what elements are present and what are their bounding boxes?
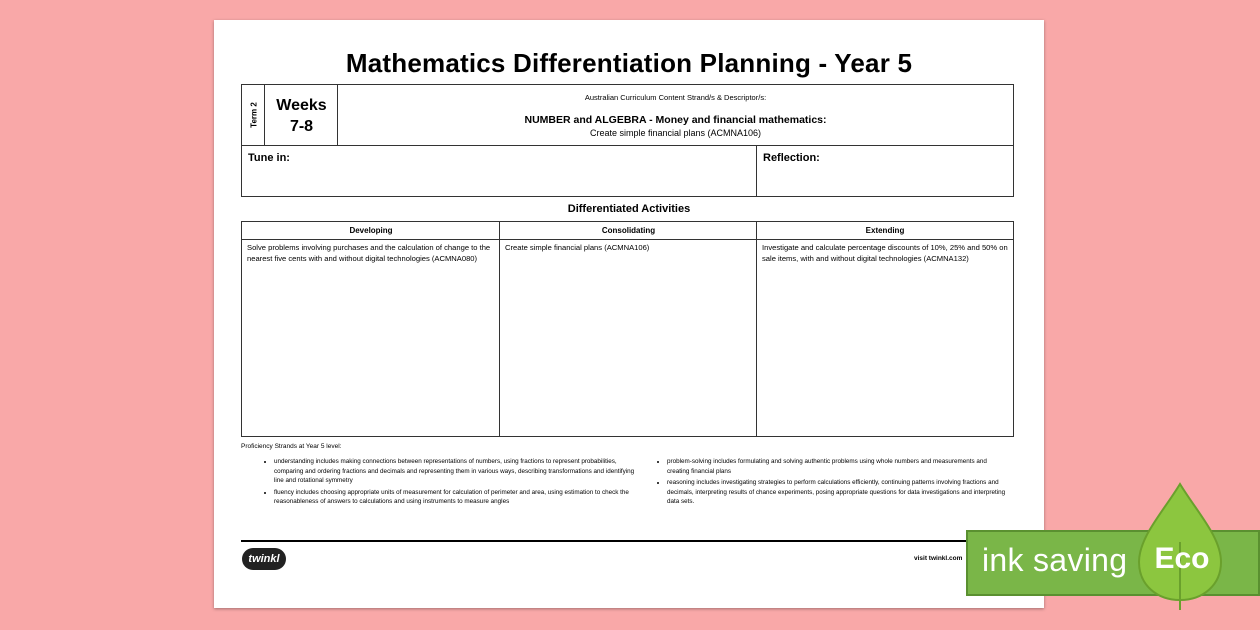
proficiency-list-right xyxy=(655,457,1007,509)
tune-in-label: Tune in: xyxy=(248,152,290,164)
proficiency-list-left xyxy=(262,457,636,509)
footer-divider xyxy=(241,540,1014,542)
differentiated-title: Differentiated Activities xyxy=(567,203,691,215)
page-title: Mathematics Differentiation Planning - Year 5 xyxy=(345,48,913,78)
list-item: • problem-solving includes formulating and solving authentic problems using whole numbers and measurements and creating financial plans xyxy=(667,457,1007,476)
column-header-extending: Extending xyxy=(756,221,1014,240)
column-body-extending: Investigate and calculate percentage discounts of 10%, 25% and 50% on sale items, with and without digital technologies (ACMNA132) xyxy=(756,239,1014,437)
tune-in-box xyxy=(241,146,757,197)
column-header-consolidating: Consolidating xyxy=(499,221,757,240)
curriculum-cell xyxy=(337,84,1014,146)
weeks-cell xyxy=(264,84,338,146)
column-body-consolidating: Create simple financial plans (ACMNA106) xyxy=(499,239,757,437)
ink-saving-label: ink saving xyxy=(982,542,1128,578)
weeks-label: Weeks xyxy=(276,97,327,114)
curriculum-strand: NUMBER and ALGEBRA - Money and financial mathematics: xyxy=(524,114,827,126)
reflection-label: Reflection: xyxy=(763,152,820,164)
twinkl-logo: twinkl xyxy=(242,548,286,570)
curriculum-heading: Australian Curriculum Content Strand/s & Descriptor/s: xyxy=(584,93,767,102)
list-item: • understanding includes making connections between representations of numbers, using fractions to represent probabilities, comparing and ordering fractions and decimals and representing them in various ways, describing transformations and identifying line and rotational symmetry xyxy=(274,457,636,486)
term-cell xyxy=(241,84,265,146)
curriculum-descriptor: Create simple financial plans (ACMNA106) xyxy=(589,128,762,138)
list-item: • fluency includes choosing appropriate units of measurement for calculation of perimeter and area, using estimation to check the reasonableness of answers to calculations and using instruments to measure angles xyxy=(274,488,636,507)
column-body-developing: Solve problems involving purchases and the calculation of change to the nearest five cents with and without digital technologies (ACMNA080) xyxy=(241,239,500,437)
term-label: Term 2 xyxy=(249,102,258,128)
list-item: • reasoning includes investigating strategies to perform calculations efficiently, continuing patterns involving fractions and decimals, interpreting results of chance experiments, posing appropriate questions for data investigations and interpreting data sets. xyxy=(667,478,1007,507)
visit-link-text: visit twinkl.com xyxy=(914,555,963,562)
worksheet-page xyxy=(214,20,1044,608)
eco-label: Eco xyxy=(1154,542,1210,575)
proficiency-title: Proficiency Strands at Year 5 level: xyxy=(241,443,342,450)
reflection-box xyxy=(756,146,1014,197)
weeks-range: 7-8 xyxy=(289,118,314,135)
column-header-developing: Developing xyxy=(241,221,500,240)
